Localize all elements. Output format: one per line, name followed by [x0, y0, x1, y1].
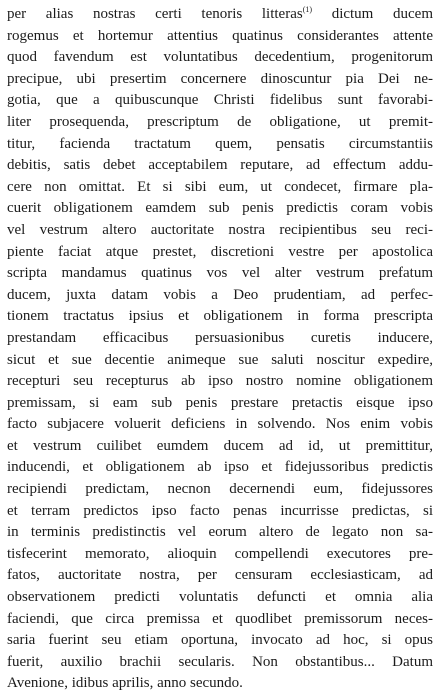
text-line-18: recepturi seu recepturus ab ipso nostro nomine obligationem — [7, 373, 433, 390]
text-line-26: tisfecerint memorato, alioquin compellendi executores pre- — [7, 545, 433, 562]
text-line-1-tail: dictum ducem — [331, 6, 433, 22]
text-line-11: vel vestrum altero auctoritate nostra recipientibus seu reci- — [7, 221, 433, 238]
text-line-17: sicut et sue decentie animeque sue saluti noscitur expedire, — [7, 351, 433, 368]
text-line-23: recipiendi predictam, necnon decernendi eum, fidejussores — [7, 481, 433, 498]
text-line-25: in terminis predistinctis vel eorum altero de legato non sa- — [7, 524, 433, 541]
text-line-10: cuerit obligationem eamdem sub penis predictis coram vobis — [7, 200, 433, 217]
text-line-14: ducem, juxta datam vobis a Deo prudentiam, ad perfec- — [7, 286, 433, 303]
text-line-2: rogemus et hortemur attentius quatinus considerantes attente — [7, 27, 433, 44]
text-line-4: precipue, ubi presertim concernere dinoscuntur pia Dei ne- — [7, 70, 433, 87]
text-line-31: fuerit, auxilio brachii secularis. Non obstantibus... Datum — [7, 653, 433, 670]
text-line-28: observationem predicti voluntatis defuncti et omnia alia — [7, 589, 433, 606]
text-line-16: prestandam efficacibus persuasionibus curetis inducere, — [7, 329, 433, 346]
text-line-13: scripta mandamus quatinus vos vel alter vestrum prefatum — [7, 265, 433, 282]
text-line-21: et vestrum cuilibet eumdem ducem ad id, ut premittitur, — [7, 437, 433, 454]
text-line-5: gotia, que a quibuscunque Christi fidelibus sunt favorabi- — [7, 92, 433, 109]
document-page — [7, 4, 433, 692]
text-line-15: tionem tractatus ipsius et obligationem in forma prescripta — [7, 308, 433, 325]
text-line-1 — [7, 4, 433, 26]
text-line-22: inducendi, et obligationem ab ipso et fidejussoribus predictis — [7, 459, 433, 476]
text-line-30: saria fuerint seu etiam oportuna, invocato ad hoc, si opus — [7, 632, 433, 649]
text-line-8: debitis, satis debet acceptabilem reputare, ad effectum addu- — [7, 157, 433, 174]
text-line-9: cere non omittat. Et si sibi eum, ut condecet, firmare pla- — [7, 178, 433, 195]
text-line-7: titur, facienda tractatum quem, pensatis circumstantiis — [7, 135, 433, 152]
text-line-20: facto subjacere voluerit deficiens in solvendo. Nos enim vobis — [7, 416, 433, 433]
text-line-24: et terram predictos ipso facto penas incurrisse predictas, si — [7, 502, 433, 519]
text-line-27: fatos, auctoritate nostra, per censuram ecclesiasticam, ad — [7, 567, 433, 584]
text-line-6: liter prosequenda, prescriptum de obligatione, ut premit- — [7, 113, 433, 130]
footnote-marker: (1) — [302, 5, 313, 14]
text-line-1-head: per alias nostras certi tenoris litteras — [7, 6, 303, 22]
text-line-3: quod favendum est voluntatibus decedentium, progenitorum — [7, 49, 433, 66]
text-line-12: piente faciat atque prestet, discretioni vestre per apostolica — [7, 243, 433, 260]
text-line-19: premissam, si eam sub penis prestare pretactis eisque ipso — [7, 394, 433, 411]
text-line-29: faciendi, que circa premissa et quodlibet premissorum neces- — [7, 610, 433, 627]
text-line-32: Avenione, idibus aprilis, anno secundo. — [7, 675, 243, 692]
